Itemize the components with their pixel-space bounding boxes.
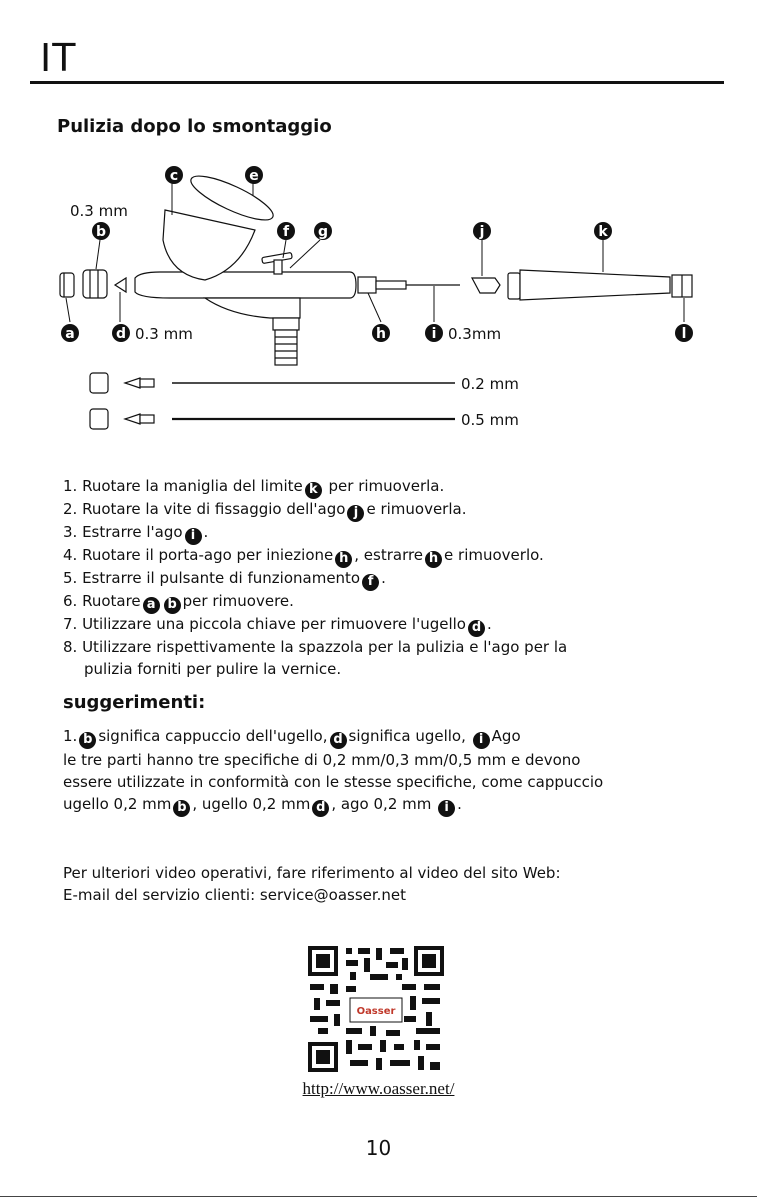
- label-i: i: [431, 326, 437, 342]
- label-l: l: [681, 326, 687, 342]
- airbrush-diagram: [0, 150, 757, 450]
- section-title: Pulizia dopo lo smontaggio: [57, 116, 332, 137]
- air-valve: [273, 318, 299, 330]
- part-c-shape: [163, 210, 255, 280]
- language-code: IT: [40, 36, 77, 80]
- step-3: 3. Estrarre l'ago i .: [63, 523, 209, 543]
- badge-i: i: [473, 732, 490, 749]
- label-h: h: [376, 326, 386, 342]
- badge-d: d: [330, 732, 347, 749]
- label-k: k: [598, 224, 608, 240]
- size-d-label: 0.3 mm: [135, 325, 193, 343]
- step-4: 4. Ruotare il porta-ago per iniezione h , estrarre h e rimuoverlo.: [63, 546, 544, 566]
- part-b-shape: [83, 270, 107, 298]
- page-number: 10: [365, 1136, 392, 1160]
- qr-logo: Oasser: [356, 1006, 396, 1017]
- qr-code[interactable]: [306, 944, 446, 1074]
- needle-1-size: 0.2 mm: [461, 375, 519, 393]
- badge-b: b: [173, 800, 190, 817]
- tips-body: [63, 725, 753, 817]
- part-k-shape: [520, 270, 670, 300]
- badge-d: d: [468, 620, 485, 637]
- tips-line-3: essere utilizzate in conformità con le stesse specifiche, come cappuccio: [63, 773, 604, 791]
- step-7: 7. Utilizzare una piccola chiave per rimuovere l'ugello d .: [63, 615, 492, 635]
- badge-h: h: [335, 551, 352, 568]
- label-j: j: [479, 224, 485, 240]
- video-reference: Per ulteriori video operativi, fare riferimento al video del sito Web:: [63, 864, 561, 882]
- label-g: g: [317, 224, 329, 240]
- step-6: 6. Ruotare a b per rimuovere.: [63, 592, 294, 612]
- badge-k: k: [305, 482, 322, 499]
- badge-i: i: [185, 528, 202, 545]
- label-e: e: [249, 168, 259, 184]
- tips-title: suggerimenti:: [63, 692, 206, 713]
- size-i-label: 0.3mm: [448, 325, 502, 343]
- badge-b: b: [164, 597, 181, 614]
- badge-a: a: [143, 597, 160, 614]
- badge-j: j: [347, 505, 364, 522]
- service-email[interactable]: E-mail del servizio clienti: service@oasser.net: [63, 886, 407, 904]
- part-j-shape: [472, 278, 500, 293]
- tips-line-4: ugello 0,2 mm b , ugello 0,2 mm d , ago 0,2 mm i .: [63, 795, 462, 815]
- step-2: 2. Ruotare la vite di fissaggio dell'ago j e rimuoverla.: [63, 500, 467, 520]
- part-a-shape: [60, 273, 74, 297]
- part-h-shape: [358, 277, 376, 293]
- size-b-label: 0.3 mm: [70, 202, 128, 220]
- header-rule: [30, 81, 724, 84]
- disassembly-steps: [63, 476, 743, 680]
- airbrush-body: [135, 272, 356, 298]
- badge-d: d: [312, 800, 329, 817]
- step-8-cont: pulizia forniti per pulire la vernice.: [84, 659, 342, 678]
- part-d-shape: [115, 278, 126, 292]
- label-f: f: [282, 224, 290, 240]
- contact-info: [63, 862, 561, 906]
- needle-2-size: 0.5 mm: [461, 411, 519, 429]
- label-b: b: [95, 224, 107, 240]
- step-5: 5. Estrarre il pulsante di funzionamento f .: [63, 569, 386, 589]
- bottom-rule: [0, 1196, 757, 1197]
- tips-line-2: le tre parti hanno tre specifiche di 0,2 mm/0,3 mm/0,5 mm e devono: [63, 751, 581, 769]
- badge-i: i: [438, 800, 455, 817]
- badge-b: b: [79, 732, 96, 749]
- badge-h: h: [425, 551, 442, 568]
- website-link[interactable]: http://www.oasser.net/: [302, 1079, 455, 1098]
- label-d: d: [115, 326, 127, 342]
- step-1: 1. Ruotare la maniglia del limite k per rimuoverla.: [63, 477, 445, 497]
- tips-line-1: 1. b significa cappuccio dell'ugello, d significa ugello, i Ago: [63, 727, 521, 747]
- step-8: 8. Utilizzare rispettivamente la spazzola per la pulizia e l'ago per la: [63, 638, 568, 656]
- label-c: c: [169, 168, 179, 184]
- air-connector: [275, 330, 297, 365]
- badge-f: f: [362, 574, 379, 591]
- label-a: a: [65, 326, 75, 342]
